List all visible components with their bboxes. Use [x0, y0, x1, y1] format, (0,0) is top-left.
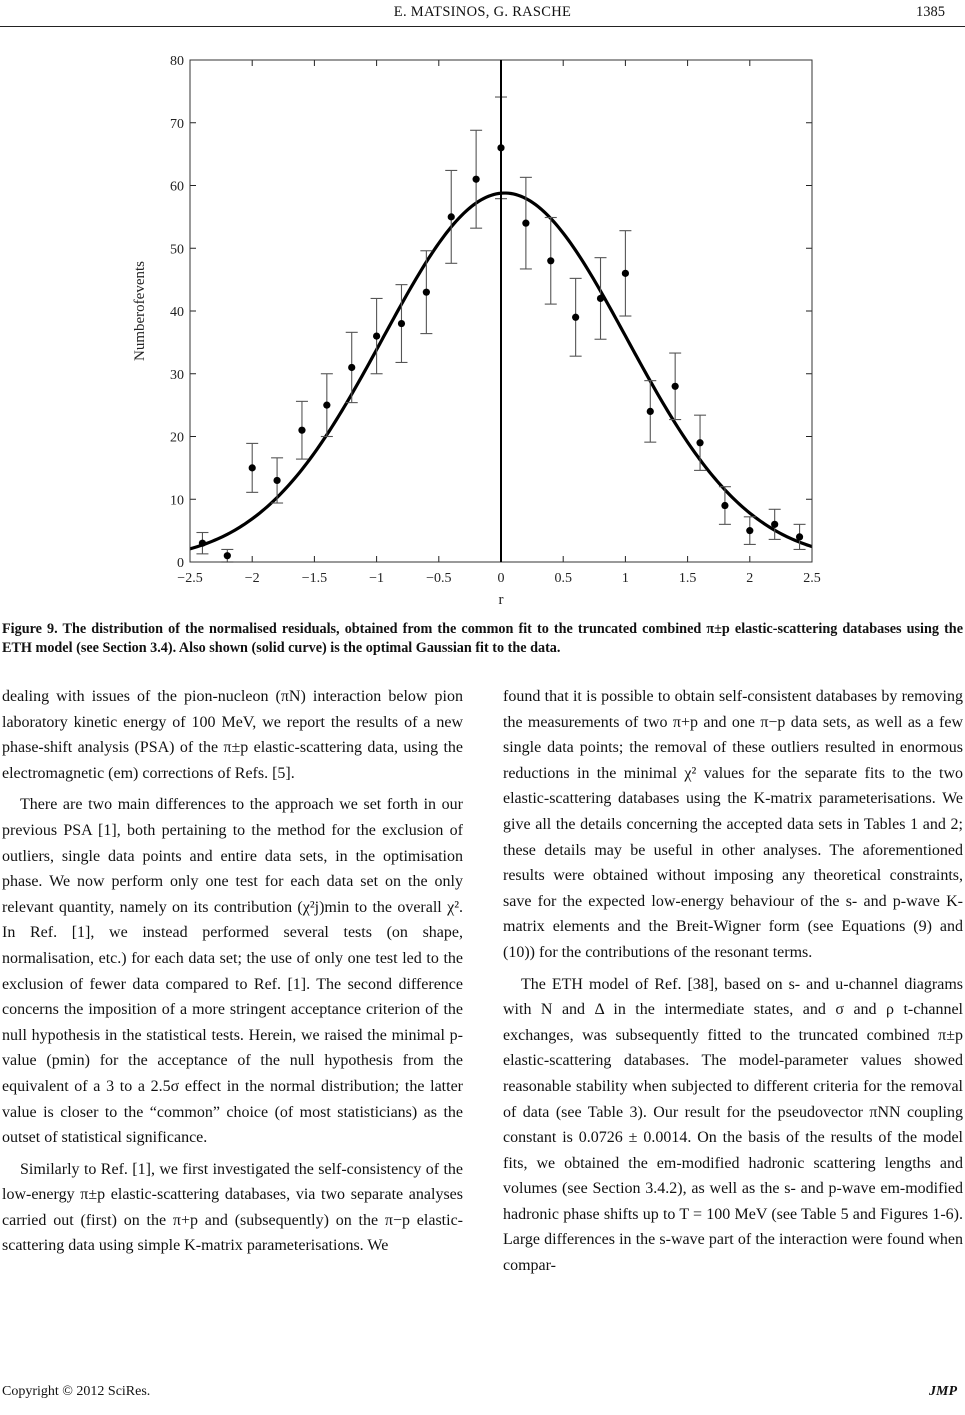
data-point: [547, 257, 554, 264]
y-tick-label: 10: [170, 493, 184, 509]
paragraph: There are two main differences to the approach we set forth in our previous PSA [1], both pertaining to the method for the exclusion of outliers, single data points and entire data sets, in the optimisation phase. We now perform only one test for each data set on the only relevant quantity, namely on its contribution (χ²j)min to the overall χ². In Ref. [1], we instead performed several tests (on shape, normalisation, etc.) for each data set; the use of only one test led to the exclusion of fewer data compared to Ref. [1]. The second difference concerns the imposition of a more stringent acceptance criterion of the null hypothesis in the statistical tests. Herein, we raised the minimal p-value (pmin) for the acceptance of the null hypothesis from the equivalent of a 3 to a 2.5σ effect in the normal distribution; the latter value is closer to the “common” choice (of most statisticians) as the outset of statistical significance.: [2, 796, 463, 1147]
journal-abbrev: JMP: [929, 1384, 957, 1399]
data-point: [273, 477, 280, 484]
x-tick-label: −0.5: [426, 571, 452, 586]
data-point: [647, 408, 654, 415]
data-point: [448, 213, 455, 220]
data-point: [298, 427, 305, 434]
data-point: [746, 527, 753, 534]
data-point: [721, 502, 728, 509]
paragraph: Similarly to Ref. [1], we first investigated the self-consistency of the low-energy π±p elastic-scattering databases, via two separate analyses carried out (first) on the π+p and (subsequently) on the π−p elastic-scattering data using simple K-matrix parameterisations. We: [2, 1160, 463, 1255]
data-point: [423, 289, 430, 296]
data-point: [199, 540, 206, 547]
paragraph: found that it is possible to obtain self-consistent databases by removing the measurements of two π+p and one π−p data sets, as well as a few single data points; the removal of these outliers resulted in enormous reductions in the minimal χ² values for the separate fits to the two elastic-scattering databases using the K-matrix parameterisations. We give all the details concerning the accepted data sets in Tables 1 and 2; these details may be useful in other analyses. The aforementioned results were obtained without imposing any theoretical constraints, save for the expected low-energy behaviour of the s- and p-wave K-matrix elements and the Breit-Wigner form (see Equations (9) and (10)) for the contributions of the resonant terms.: [503, 688, 963, 961]
data-point: [249, 464, 256, 471]
text-column-right: [503, 684, 963, 1279]
header-rule: [0, 26, 965, 27]
x-tick-label: −2: [244, 571, 260, 586]
y-tick-label: 30: [170, 367, 184, 383]
figure-caption: Figure 9. The distribution of the normalised residuals, obtained from the common fit to the truncated combined π±p elastic-scattering databases using the ETH model (see Section 3.4). Also shown (solid curve) is the optimal Gaussian fit to the data.: [2, 621, 963, 656]
x-tick-label: −2.5: [177, 571, 203, 586]
data-point: [398, 320, 405, 327]
data-point: [473, 176, 480, 183]
y-tick-label: 20: [170, 430, 184, 446]
paragraph: The ETH model of Ref. [38], based on s- and u-channel diagrams with N and Δ in the intermediate states, and σ and ρ t-channel exchanges, was subsequently fitted to the truncated combined π±p elastic-scattering databases. The model-parameter values showed reasonable stability when subjected to different criteria for the removal of data (see Table 3). Our result for the pseudovector πNN coupling constant is 0.0726 ± 0.0014. On the basis of the results of the model fits, we obtained the em-modified hadronic scattering lengths and volumes (see Section 3.4.2), as well as the s- and p-wave em-modified hadronic phase shifts up to T = 100 MeV (see Table 5 and Figures 1-6). Large differences in the s-wave part of the interaction were found when compar-: [503, 975, 963, 1275]
data-point: [696, 439, 703, 446]
text-column-left: [2, 684, 463, 1259]
data-point: [224, 552, 231, 559]
x-tick-label: 0.5: [554, 571, 572, 586]
data-point: [771, 521, 778, 528]
data-point: [622, 270, 629, 277]
y-tick-label: 60: [170, 179, 184, 195]
x-tick-label: 2.5: [803, 571, 821, 586]
y-tick-label: 40: [170, 305, 184, 320]
running-header: [0, 2, 965, 26]
x-axis-label: r: [498, 592, 504, 608]
data-point: [323, 402, 330, 409]
data-point: [672, 383, 679, 390]
y-tick-label: 70: [170, 116, 184, 132]
paragraph: dealing with issues of the pion-nucleon (πN) interaction below pion laboratory kinetic energy of 100 MeV, we report the results of a new phase-shift analysis (PSA) of the π±p elastic-scattering data, using the electromagnetic (em) corrections of Refs. [5].: [2, 688, 463, 782]
x-tick-label: 1.5: [678, 571, 697, 586]
y-tick-label: 80: [170, 54, 184, 69]
data-point: [597, 295, 604, 302]
data-point: [373, 333, 380, 340]
data-point: [348, 364, 355, 371]
page-number: 1385: [916, 4, 945, 20]
y-tick-label: 50: [170, 242, 184, 258]
x-tick-label: −1: [369, 571, 385, 586]
data-point: [522, 220, 529, 227]
data-point: [796, 533, 803, 540]
x-tick-label: 0: [497, 571, 505, 586]
x-tick-label: −1.5: [301, 571, 328, 586]
x-tick-label: 1: [621, 571, 629, 586]
y-tick-label: 0: [177, 556, 184, 571]
y-axis-label: Numberofevents: [132, 261, 148, 361]
data-point: [572, 314, 579, 321]
x-tick-label: 2: [746, 571, 754, 586]
header-authors: E. MATSINOS, G. RASCHE: [393, 4, 572, 20]
copyright-notice: Copyright © 2012 SciRes.: [2, 1384, 151, 1399]
figure-9-chart: [120, 48, 840, 608]
